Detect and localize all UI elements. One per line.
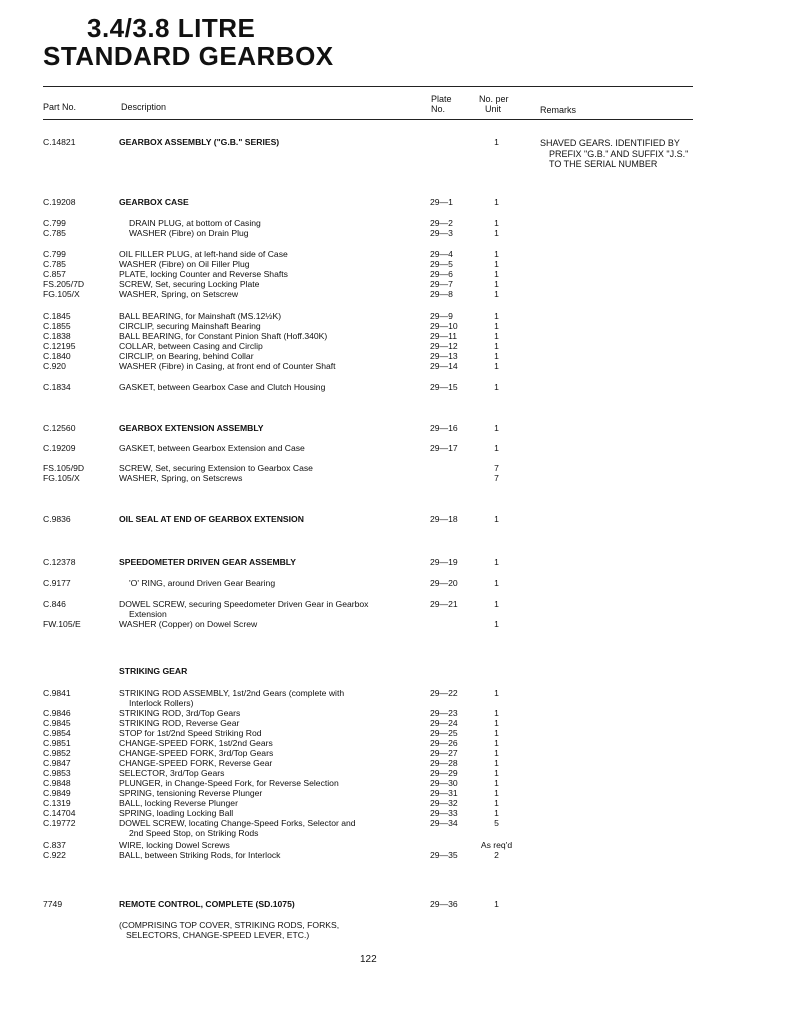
plate-no: 29—32 [430,798,458,808]
description: GEARBOX EXTENSION ASSEMBLY [119,423,264,433]
plate-no: 29—33 [430,808,458,818]
qty: 1 [494,361,499,371]
description: BALL BEARING, for Mainshaft (MS.12½K) [119,311,282,321]
qty: 1 [494,788,499,798]
plate-no: 29—26 [430,738,458,748]
part-no: C.920 [43,361,66,371]
qty: 1 [494,599,499,609]
description: WASHER (Fibre) on Oil Filler Plug [119,259,250,269]
part-no: C.9836 [43,514,71,524]
qty: 1 [494,557,499,567]
qty: 1 [494,137,499,147]
note-line: SELECTORS, CHANGE-SPEED LEVER, ETC.) [126,930,310,940]
description: SCREW, Set, securing Locking Plate [119,279,260,289]
description: STOP for 1st/2nd Speed Striking Rod [119,728,262,738]
header-plate-1: Plate [431,94,452,104]
plate-no: 29—35 [430,850,458,860]
qty: 1 [494,351,499,361]
qty: 1 [494,197,499,207]
qty: 1 [494,331,499,341]
part-no: C.9846 [43,708,71,718]
part-no: FW.105/E [43,619,81,629]
description: OIL FILLER PLUG, at left-hand side of Case [119,249,288,259]
part-no: C.9852 [43,748,71,758]
qty: 1 [494,443,499,453]
qty: 7 [494,473,499,483]
qty: 1 [494,228,499,238]
page-number: 122 [360,954,377,965]
description: COLLAR, between Casing and Circlip [119,341,263,351]
qty: 1 [494,708,499,718]
description: REMOTE CONTROL, COMPLETE (SD.1075) [119,899,295,909]
qty: 1 [494,718,499,728]
plate-no: 29—4 [430,249,453,259]
qty: 1 [494,423,499,433]
description: GASKET, between Gearbox Case and Clutch Housing [119,382,326,392]
qty: 1 [494,279,499,289]
part-no: C.1845 [43,311,71,321]
part-no: C.9177 [43,578,71,588]
part-no: FG.105/X [43,473,80,483]
description: BALL, locking Reverse Plunger [119,798,238,808]
title-line-1: 3.4/3.8 LITRE [87,13,256,43]
remarks-block [540,138,688,170]
part-no: C.857 [43,269,66,279]
plate-no: 29—3 [430,228,453,238]
plate-no: 29—7 [430,279,453,289]
description: SELECTOR, 3rd/Top Gears [119,768,225,778]
part-no: C.9853 [43,768,71,778]
top-rule [43,86,693,87]
description: WASHER (Copper) on Dowel Screw [119,619,258,629]
header-part-no: Part No. [43,102,77,112]
qty: 1 [494,899,499,909]
plate-no: 29—18 [430,514,458,524]
part-no: C.846 [43,599,66,609]
qty: 1 [494,768,499,778]
description-cont: 2nd Speed Stop, on Striking Rods [129,828,259,838]
header-unit-1: No. per [479,94,509,104]
qty: 1 [494,321,499,331]
part-no: C.12560 [43,423,76,433]
part-no: C.14704 [43,808,76,818]
plate-no: 29—20 [430,578,458,588]
qty: 1 [494,311,499,321]
plate-no: 29—30 [430,778,458,788]
part-no: C.9845 [43,718,71,728]
plate-no: 29—17 [430,443,458,453]
part-no: C.785 [43,228,66,238]
description: WASHER (Fibre) in Casing, at front end of Counter Shaft [119,361,336,371]
remarks-line: SHAVED GEARS. IDENTIFIED BY [540,138,680,148]
part-no: C.9851 [43,738,71,748]
qty: 1 [494,578,499,588]
qty: 1 [494,289,499,299]
part-no: C.1855 [43,321,71,331]
part-no: C.19209 [43,443,76,453]
description: GASKET, between Gearbox Extension and Case [119,443,305,453]
plate-no: 29—9 [430,311,453,321]
qty: 1 [494,738,499,748]
header-remarks: Remarks [540,105,577,115]
description: OIL SEAL AT END OF GEARBOX EXTENSION [119,514,304,524]
qty: 1 [494,619,499,629]
description: BALL, between Striking Rods, for Interlock [119,850,281,860]
qty: 1 [494,748,499,758]
part-no: C.1834 [43,382,71,392]
remarks-line: TO THE SERIAL NUMBER [549,159,658,169]
description-cont: Interlock Rollers) [129,698,194,708]
plate-no: 29—16 [430,423,458,433]
plate-no: 29—21 [430,599,458,609]
part-no: FS.205/7D [43,279,85,289]
part-no: C.12378 [43,557,76,567]
qty: 2 [494,850,499,860]
description: CIRCLIP, on Bearing, behind Collar [119,351,254,361]
description: CHANGE-SPEED FORK, 3rd/Top Gears [119,748,274,758]
plate-no: 29—10 [430,321,458,331]
plate-no: 29—1 [430,197,453,207]
part-no: C.1319 [43,798,71,808]
part-no: C.9848 [43,778,71,788]
qty: As req'd [480,840,513,850]
plate-no: 29—28 [430,758,458,768]
description: WIRE, locking Dowel Screws [119,840,230,850]
qty: 1 [494,778,499,788]
header-plate-2: No. [431,104,446,114]
plate-no: 29—22 [430,688,458,698]
part-no: C.837 [43,840,66,850]
plate-no: 29—29 [430,768,458,778]
plate-no: 29—24 [430,718,458,728]
description: STRIKING ROD, 3rd/Top Gears [119,708,241,718]
description: CHANGE-SPEED FORK, Reverse Gear [119,758,273,768]
description-cont: Extension [129,609,167,619]
qty: 7 [494,463,499,473]
header-rule [43,119,693,120]
description: SPEEDOMETER DRIVEN GEAR ASSEMBLY [119,557,296,567]
qty: 1 [494,798,499,808]
remarks-line: PREFIX "G.B." AND SUFFIX "J.S." [549,148,689,159]
description: SPRING, loading Locking Ball [119,808,234,818]
description: CHANGE-SPEED FORK, 1st/2nd Gears [119,738,273,748]
description: DOWEL SCREW, locating Change-Speed Forks, Selector and [119,818,356,828]
description: PLUNGER, in Change-Speed Fork, for Reverse Selection [119,778,339,788]
plate-no: 29—34 [430,818,458,828]
description: GEARBOX ASSEMBLY ("G.B." SERIES) [119,137,280,147]
plate-no: 29—15 [430,382,458,392]
qty: 1 [494,382,499,392]
qty: 1 [494,688,499,698]
part-no: C.9849 [43,788,71,798]
description: WASHER, Spring, on Setscrews [119,473,243,483]
part-no: FG.105/X [43,289,80,299]
section-heading: STRIKING GEAR [119,666,188,676]
description: WASHER (Fibre) on Drain Plug [129,228,249,238]
plate-no: 29—5 [430,259,453,269]
qty: 1 [494,259,499,269]
note-line: (COMPRISING TOP COVER, STRIKING RODS, FORKS, [119,920,340,930]
qty: 1 [494,249,499,259]
plate-no: 29—14 [430,361,458,371]
qty: 1 [494,341,499,351]
part-no: C.9854 [43,728,71,738]
page-title [43,14,334,70]
part-no: C.14821 [43,137,76,147]
part-no: C.1840 [43,351,71,361]
title-line-2: STANDARD GEARBOX [43,41,334,71]
part-no: C.12195 [43,341,76,351]
plate-no: 29—25 [430,728,458,738]
plate-no: 29—8 [430,289,453,299]
description: WASHER, Spring, on Setscrew [119,289,239,299]
description: SCREW, Set, securing Extension to Gearbox Case [119,463,313,473]
description: PLATE, locking Counter and Reverse Shafts [119,269,288,279]
remote-control-note [119,920,339,940]
description: DRAIN PLUG, at bottom of Casing [129,218,261,228]
part-no: C.922 [43,850,66,860]
description: STRIKING ROD, Reverse Gear [119,718,240,728]
header-description: Description [121,102,167,112]
qty: 1 [494,514,499,524]
part-no: C.19772 [43,818,76,828]
description: SPRING, tensioning Reverse Plunger [119,788,263,798]
part-no: C.9847 [43,758,71,768]
plate-no: 29—27 [430,748,458,758]
description: 'O' RING, around Driven Gear Bearing [129,578,276,588]
plate-no: 29—31 [430,788,458,798]
plate-no: 29—13 [430,351,458,361]
part-no: C.9841 [43,688,71,698]
qty: 1 [494,218,499,228]
part-no: 7749 [43,899,63,909]
qty: 1 [494,269,499,279]
plate-no: 29—19 [430,557,458,567]
plate-no: 29—36 [430,899,458,909]
part-no: C.19208 [43,197,76,207]
plate-no: 29—12 [430,341,458,351]
part-no: C.799 [43,249,66,259]
qty: 1 [494,808,499,818]
qty: 1 [494,728,499,738]
plate-no: 29—2 [430,218,453,228]
header-unit-2: Unit [485,104,502,114]
qty: 5 [494,818,499,828]
part-no: FS.105/9D [43,463,85,473]
description: GEARBOX CASE [119,197,189,207]
part-no: C.785 [43,259,66,269]
plate-no: 29—23 [430,708,458,718]
plate-no: 29—6 [430,269,453,279]
part-no: C.1838 [43,331,71,341]
qty: 1 [494,758,499,768]
part-no: C.799 [43,218,66,228]
description: STRIKING ROD ASSEMBLY, 1st/2nd Gears (complete with [119,688,345,698]
plate-no: 29—11 [430,331,458,341]
description: DOWEL SCREW, securing Speedometer Driven Gear in Gearbox [119,599,369,609]
description: CIRCLIP, securing Mainshaft Bearing [119,321,261,331]
description: BALL BEARING, for Constant Pinion Shaft (Hoff.340K) [119,331,328,341]
